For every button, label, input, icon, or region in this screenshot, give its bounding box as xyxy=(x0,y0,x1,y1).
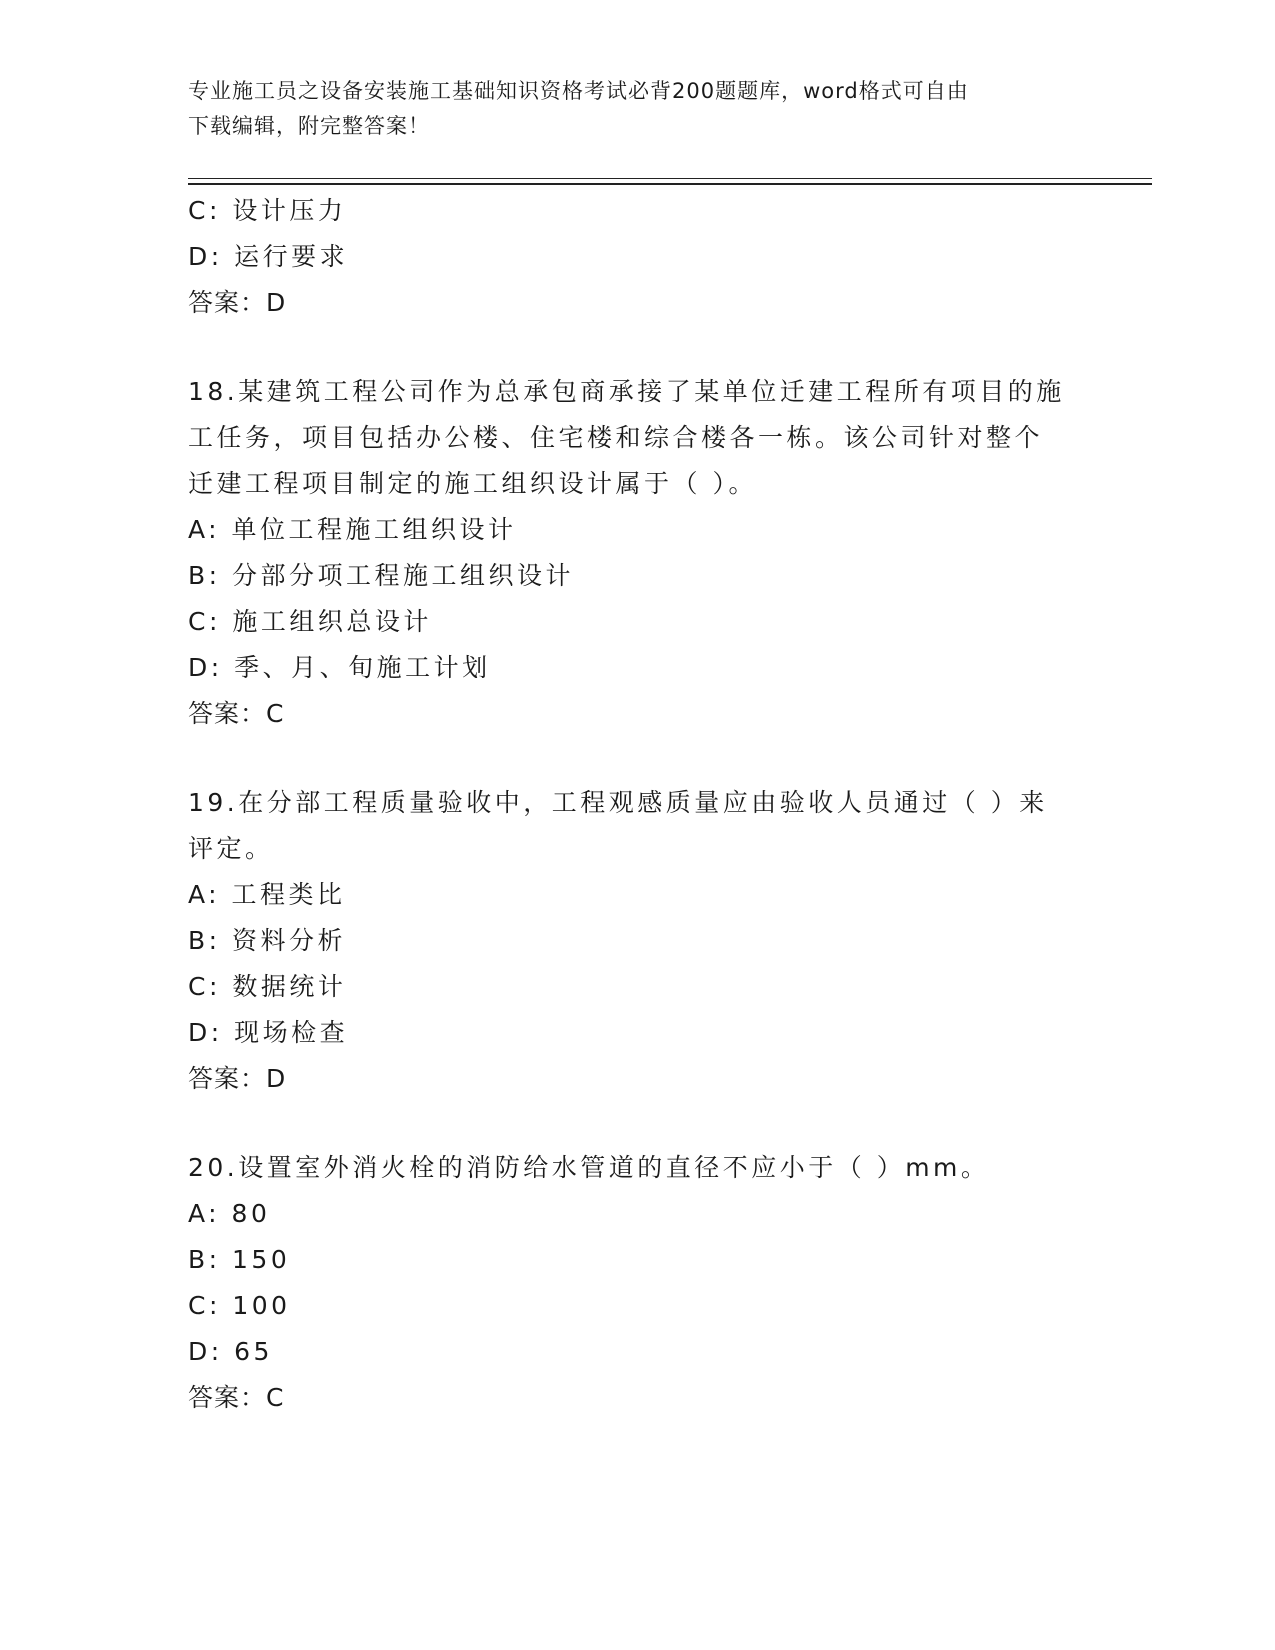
option-a: A: 工程类比 xyxy=(188,880,346,909)
question-20 xyxy=(188,1145,1088,1421)
option-b: B: 150 xyxy=(188,1245,291,1274)
document-body xyxy=(188,188,1088,1421)
answer-line: 答案：C xyxy=(188,699,285,728)
option-c: C: 设计压力 xyxy=(188,196,347,225)
option-d: D: 季、月、旬施工计划 xyxy=(188,653,491,682)
spacer xyxy=(188,1102,1088,1145)
spacer xyxy=(188,737,1088,780)
option-c: C: 数据统计 xyxy=(188,972,347,1001)
question-text-line: 19.在分部工程质量验收中，工程观感质量应由验收人员通过（ ）来 xyxy=(188,788,1048,817)
carryover-block xyxy=(188,188,1088,326)
question-text-line: 20.设置室外消火栓的消防给水管道的直径不应小于（ ）mm。 xyxy=(188,1153,990,1182)
header-divider-thick xyxy=(188,183,1152,185)
question-19 xyxy=(188,780,1088,1102)
option-c: C: 施工组织总设计 xyxy=(188,607,432,636)
spacer xyxy=(188,326,1088,369)
question-text-line: 工任务，项目包括办公楼、住宅楼和综合楼各一栋。该公司针对整个 xyxy=(188,423,1044,452)
answer-line: 答案：C xyxy=(188,1383,285,1412)
question-text-line: 18.某建筑工程公司作为总承包商承接了某单位迁建工程所有项目的施 xyxy=(188,377,1065,406)
option-b: B: 资料分析 xyxy=(188,926,347,955)
option-d: D: 运行要求 xyxy=(188,242,349,271)
option-a: A: 单位工程施工组织设计 xyxy=(188,515,517,544)
option-c: C: 100 xyxy=(188,1291,291,1320)
option-b: B: 分部分项工程施工组织设计 xyxy=(188,561,575,590)
question-text-line: 迁建工程项目制定的施工组织设计属于（ ）。 xyxy=(188,469,757,498)
answer-line: 答案：D xyxy=(188,288,287,317)
option-d: D: 65 xyxy=(188,1337,273,1366)
question-18 xyxy=(188,369,1088,737)
document-header xyxy=(188,74,1068,144)
answer-line: 答案：D xyxy=(188,1064,287,1093)
header-divider-thin xyxy=(188,178,1152,179)
question-text-line: 评定。 xyxy=(188,834,274,863)
header-line-2: 下载编辑，附完整答案！ xyxy=(188,114,430,138)
header-line-1: 专业施工员之设备安装施工基础知识资格考试必背200题题库，word格式可自由 xyxy=(188,79,969,103)
option-d: D: 现场检查 xyxy=(188,1018,349,1047)
option-a: A: 80 xyxy=(188,1199,271,1228)
